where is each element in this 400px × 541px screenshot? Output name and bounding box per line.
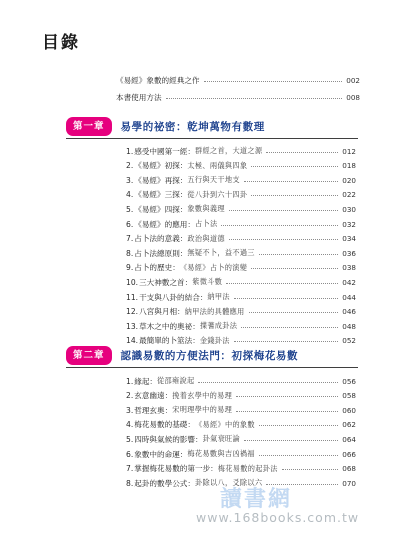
toc-entry[interactable] bbox=[126, 418, 356, 432]
entry-number: 3. bbox=[126, 405, 134, 415]
entry-number: 2. bbox=[126, 161, 134, 171]
toc-entry[interactable] bbox=[126, 275, 356, 289]
dot-leader bbox=[204, 81, 343, 82]
entry-title: 掌握梅花易數的第一步： bbox=[134, 464, 218, 474]
watermark-text: 讀書網 bbox=[220, 487, 293, 512]
dot-leader bbox=[259, 254, 338, 255]
dot-leader bbox=[234, 341, 339, 342]
toc-entry[interactable] bbox=[126, 462, 356, 476]
entry-subtitle: 金錢卦法 bbox=[199, 335, 230, 345]
entry-subtitle: 五行與天干地支 bbox=[187, 175, 240, 185]
dot-leader bbox=[234, 298, 338, 299]
front-matter-entry[interactable] bbox=[116, 73, 360, 87]
dot-leader bbox=[251, 166, 338, 167]
page-number: 060 bbox=[342, 405, 356, 415]
page-number: 018 bbox=[342, 161, 356, 171]
entry-number: 13. bbox=[126, 321, 139, 331]
page-number: 062 bbox=[342, 420, 356, 430]
entry-subtitle: 納甲法 bbox=[207, 292, 230, 301]
page-number: 044 bbox=[342, 292, 356, 302]
entry-number: 7. bbox=[126, 464, 134, 474]
entry-subtitle: 太極、兩儀與四象 bbox=[187, 160, 248, 170]
toc-entry[interactable] bbox=[126, 319, 356, 333]
toc-entry[interactable] bbox=[126, 159, 356, 173]
entry-number: 1. bbox=[126, 376, 134, 386]
entry-title: 《易經》象數的經典之作 bbox=[116, 75, 200, 85]
entry-number: 8. bbox=[126, 248, 134, 258]
entry-subtitle: 《易經》占卜的演變 bbox=[179, 262, 248, 272]
toc-entry[interactable] bbox=[126, 202, 356, 216]
front-matter-entry[interactable] bbox=[116, 90, 360, 104]
entry-number: 1. bbox=[126, 146, 134, 156]
entry-subtitle: 從八卦到六十四卦 bbox=[187, 189, 248, 199]
page-number: 056 bbox=[342, 376, 356, 386]
chapter-badge: 第一章 bbox=[66, 117, 112, 136]
entry-subtitle: 卦除以八，爻除以六 bbox=[195, 478, 263, 488]
chapter-badge: 第二章 bbox=[66, 346, 112, 365]
dot-leader bbox=[226, 283, 338, 284]
page-number: 030 bbox=[342, 204, 356, 214]
entry-subtitle: 宋明理學中的易理 bbox=[172, 405, 233, 415]
toc-entry[interactable] bbox=[126, 144, 356, 158]
dot-leader bbox=[236, 396, 338, 397]
dot-leader bbox=[198, 382, 338, 383]
entry-number: 4. bbox=[126, 190, 134, 200]
chapter-rule bbox=[66, 138, 358, 139]
entry-number: 14. bbox=[126, 336, 139, 346]
toc-entry[interactable] bbox=[126, 403, 356, 417]
page-number: 008 bbox=[346, 92, 360, 102]
toc-entry[interactable] bbox=[126, 246, 356, 260]
dot-leader bbox=[229, 210, 338, 211]
dot-leader bbox=[266, 152, 338, 153]
dot-leader bbox=[251, 268, 338, 269]
entry-subtitle: 挽着玄學中的易理 bbox=[172, 390, 233, 400]
dot-leader bbox=[282, 469, 339, 470]
page-number: 052 bbox=[342, 336, 356, 346]
toc-entry[interactable] bbox=[126, 217, 356, 231]
entry-title: 哲理玄奧： bbox=[134, 405, 173, 415]
page-number: 022 bbox=[342, 190, 356, 200]
dot-leader bbox=[244, 181, 338, 182]
entry-subtitle: 梅花易數的起卦法 bbox=[217, 463, 278, 473]
toc-entry[interactable] bbox=[126, 305, 356, 319]
chapter-rule bbox=[66, 367, 358, 368]
entry-title: 占卜法總原則： bbox=[134, 248, 188, 258]
entry-number: 8. bbox=[126, 478, 134, 488]
toc-entry[interactable] bbox=[126, 432, 356, 446]
entry-title: 《易經》的應用： bbox=[134, 219, 195, 229]
page-number: 064 bbox=[342, 434, 356, 444]
chapter-heading[interactable] bbox=[66, 346, 298, 365]
page-number: 032 bbox=[342, 219, 356, 229]
page-number: 038 bbox=[342, 263, 356, 273]
chapter-heading[interactable] bbox=[66, 117, 265, 136]
entry-title: 占卜法的意義： bbox=[134, 234, 188, 244]
dot-leader bbox=[166, 98, 343, 99]
toc-entry[interactable] bbox=[126, 374, 356, 388]
entry-title: 《易經》三探： bbox=[134, 190, 188, 200]
page-number: 012 bbox=[342, 146, 356, 156]
watermark bbox=[220, 482, 292, 513]
entry-subtitle: 象數與義理 bbox=[187, 204, 225, 214]
entry-number: 6. bbox=[126, 449, 134, 459]
entry-subtitle: 揲蓍成卦法 bbox=[199, 321, 238, 331]
entry-number: 12. bbox=[126, 307, 139, 317]
page-number: 042 bbox=[342, 277, 356, 287]
entry-number: 7. bbox=[126, 234, 134, 244]
toc-entry[interactable] bbox=[126, 389, 356, 403]
dot-leader bbox=[251, 195, 338, 196]
entry-subtitle: 政治與道德 bbox=[187, 233, 225, 243]
entry-subtitle: 《易經》中的象數 bbox=[195, 419, 255, 429]
chapter-title: 易學的祕密：乾坤萬物有數理 bbox=[120, 121, 265, 133]
toc-entry[interactable] bbox=[126, 261, 356, 275]
toc-entry[interactable] bbox=[126, 173, 356, 187]
entry-number: 3. bbox=[126, 175, 134, 185]
dot-leader bbox=[259, 455, 338, 456]
dot-leader bbox=[244, 440, 338, 441]
entry-number: 5. bbox=[126, 204, 134, 214]
entry-number: 9. bbox=[126, 263, 134, 273]
dot-leader bbox=[241, 327, 338, 328]
entry-subtitle: 從邵雍說起 bbox=[157, 376, 195, 385]
entry-title: 占卜的歷史： bbox=[134, 263, 180, 273]
entry-subtitle: 納甲法的具體應用 bbox=[184, 306, 245, 316]
entry-number: 11. bbox=[126, 292, 139, 302]
entry-title: 本書使用方法 bbox=[116, 92, 162, 102]
entry-title: 《易經》四探： bbox=[134, 204, 188, 214]
entry-title: 八宮與月相： bbox=[139, 307, 185, 317]
entry-title: 玄意幽遠： bbox=[134, 391, 173, 401]
entry-subtitle: 紫微斗數 bbox=[192, 277, 223, 287]
page-number: 020 bbox=[342, 175, 356, 185]
page-number: 036 bbox=[342, 248, 356, 258]
dot-leader bbox=[259, 425, 338, 426]
page-number: 070 bbox=[342, 478, 356, 488]
dot-leader bbox=[221, 225, 338, 226]
entry-subtitle: 卦氣衰旺論 bbox=[202, 434, 241, 444]
page-number: 034 bbox=[342, 234, 356, 244]
page-number: 048 bbox=[342, 321, 356, 331]
page-number: 066 bbox=[342, 449, 356, 459]
watermark-url: www.168books.com.tw bbox=[196, 510, 360, 525]
entry-title: 起卦的數學公式： bbox=[134, 478, 195, 488]
toc-entry[interactable] bbox=[126, 290, 356, 304]
toc-entry[interactable] bbox=[126, 188, 356, 202]
toc-entry[interactable] bbox=[126, 232, 356, 246]
entry-subtitle: 無疑不卜，益不過三 bbox=[187, 248, 255, 258]
entry-title: 最簡單的卜筮法： bbox=[139, 336, 200, 346]
entry-subtitle: 群經之首，大道之源 bbox=[195, 146, 263, 155]
page-number: 002 bbox=[346, 75, 360, 85]
dot-leader bbox=[236, 411, 338, 412]
page-number: 058 bbox=[342, 391, 356, 401]
entry-title: 三大神數之首： bbox=[139, 277, 193, 287]
entry-title: 《易經》再探： bbox=[134, 175, 188, 185]
entry-number: 5. bbox=[126, 434, 134, 444]
chapter-title: 認識易數的方便法門：初探梅花易數 bbox=[120, 350, 299, 362]
entry-title: 四時與氣候的影響： bbox=[134, 434, 203, 444]
entry-subtitle: 梅花易數與吉凶禍福 bbox=[187, 449, 255, 458]
toc-entry[interactable] bbox=[126, 447, 356, 461]
entry-title: 象數中的命運： bbox=[134, 449, 188, 459]
entry-title: 干支與八卦的結合： bbox=[139, 292, 208, 302]
entry-subtitle: 占卜法 bbox=[195, 219, 218, 228]
entry-title: 緣起： bbox=[134, 376, 158, 386]
page-number: 046 bbox=[342, 307, 356, 317]
dot-leader bbox=[229, 239, 338, 240]
entry-number: 4. bbox=[126, 420, 134, 430]
entry-title: 草木之中的奧祕： bbox=[139, 321, 200, 331]
entry-number: 6. bbox=[126, 219, 134, 229]
entry-title: 《易經》初探： bbox=[134, 161, 188, 171]
entry-title: 感受中國第一經： bbox=[134, 146, 195, 156]
entry-number: 10. bbox=[126, 277, 139, 287]
entry-title: 梅花易數的基礎： bbox=[134, 420, 195, 430]
dot-leader bbox=[249, 312, 339, 313]
page-title: 目錄 bbox=[42, 33, 80, 53]
entry-number: 2. bbox=[126, 391, 134, 401]
page-number: 068 bbox=[342, 464, 356, 474]
